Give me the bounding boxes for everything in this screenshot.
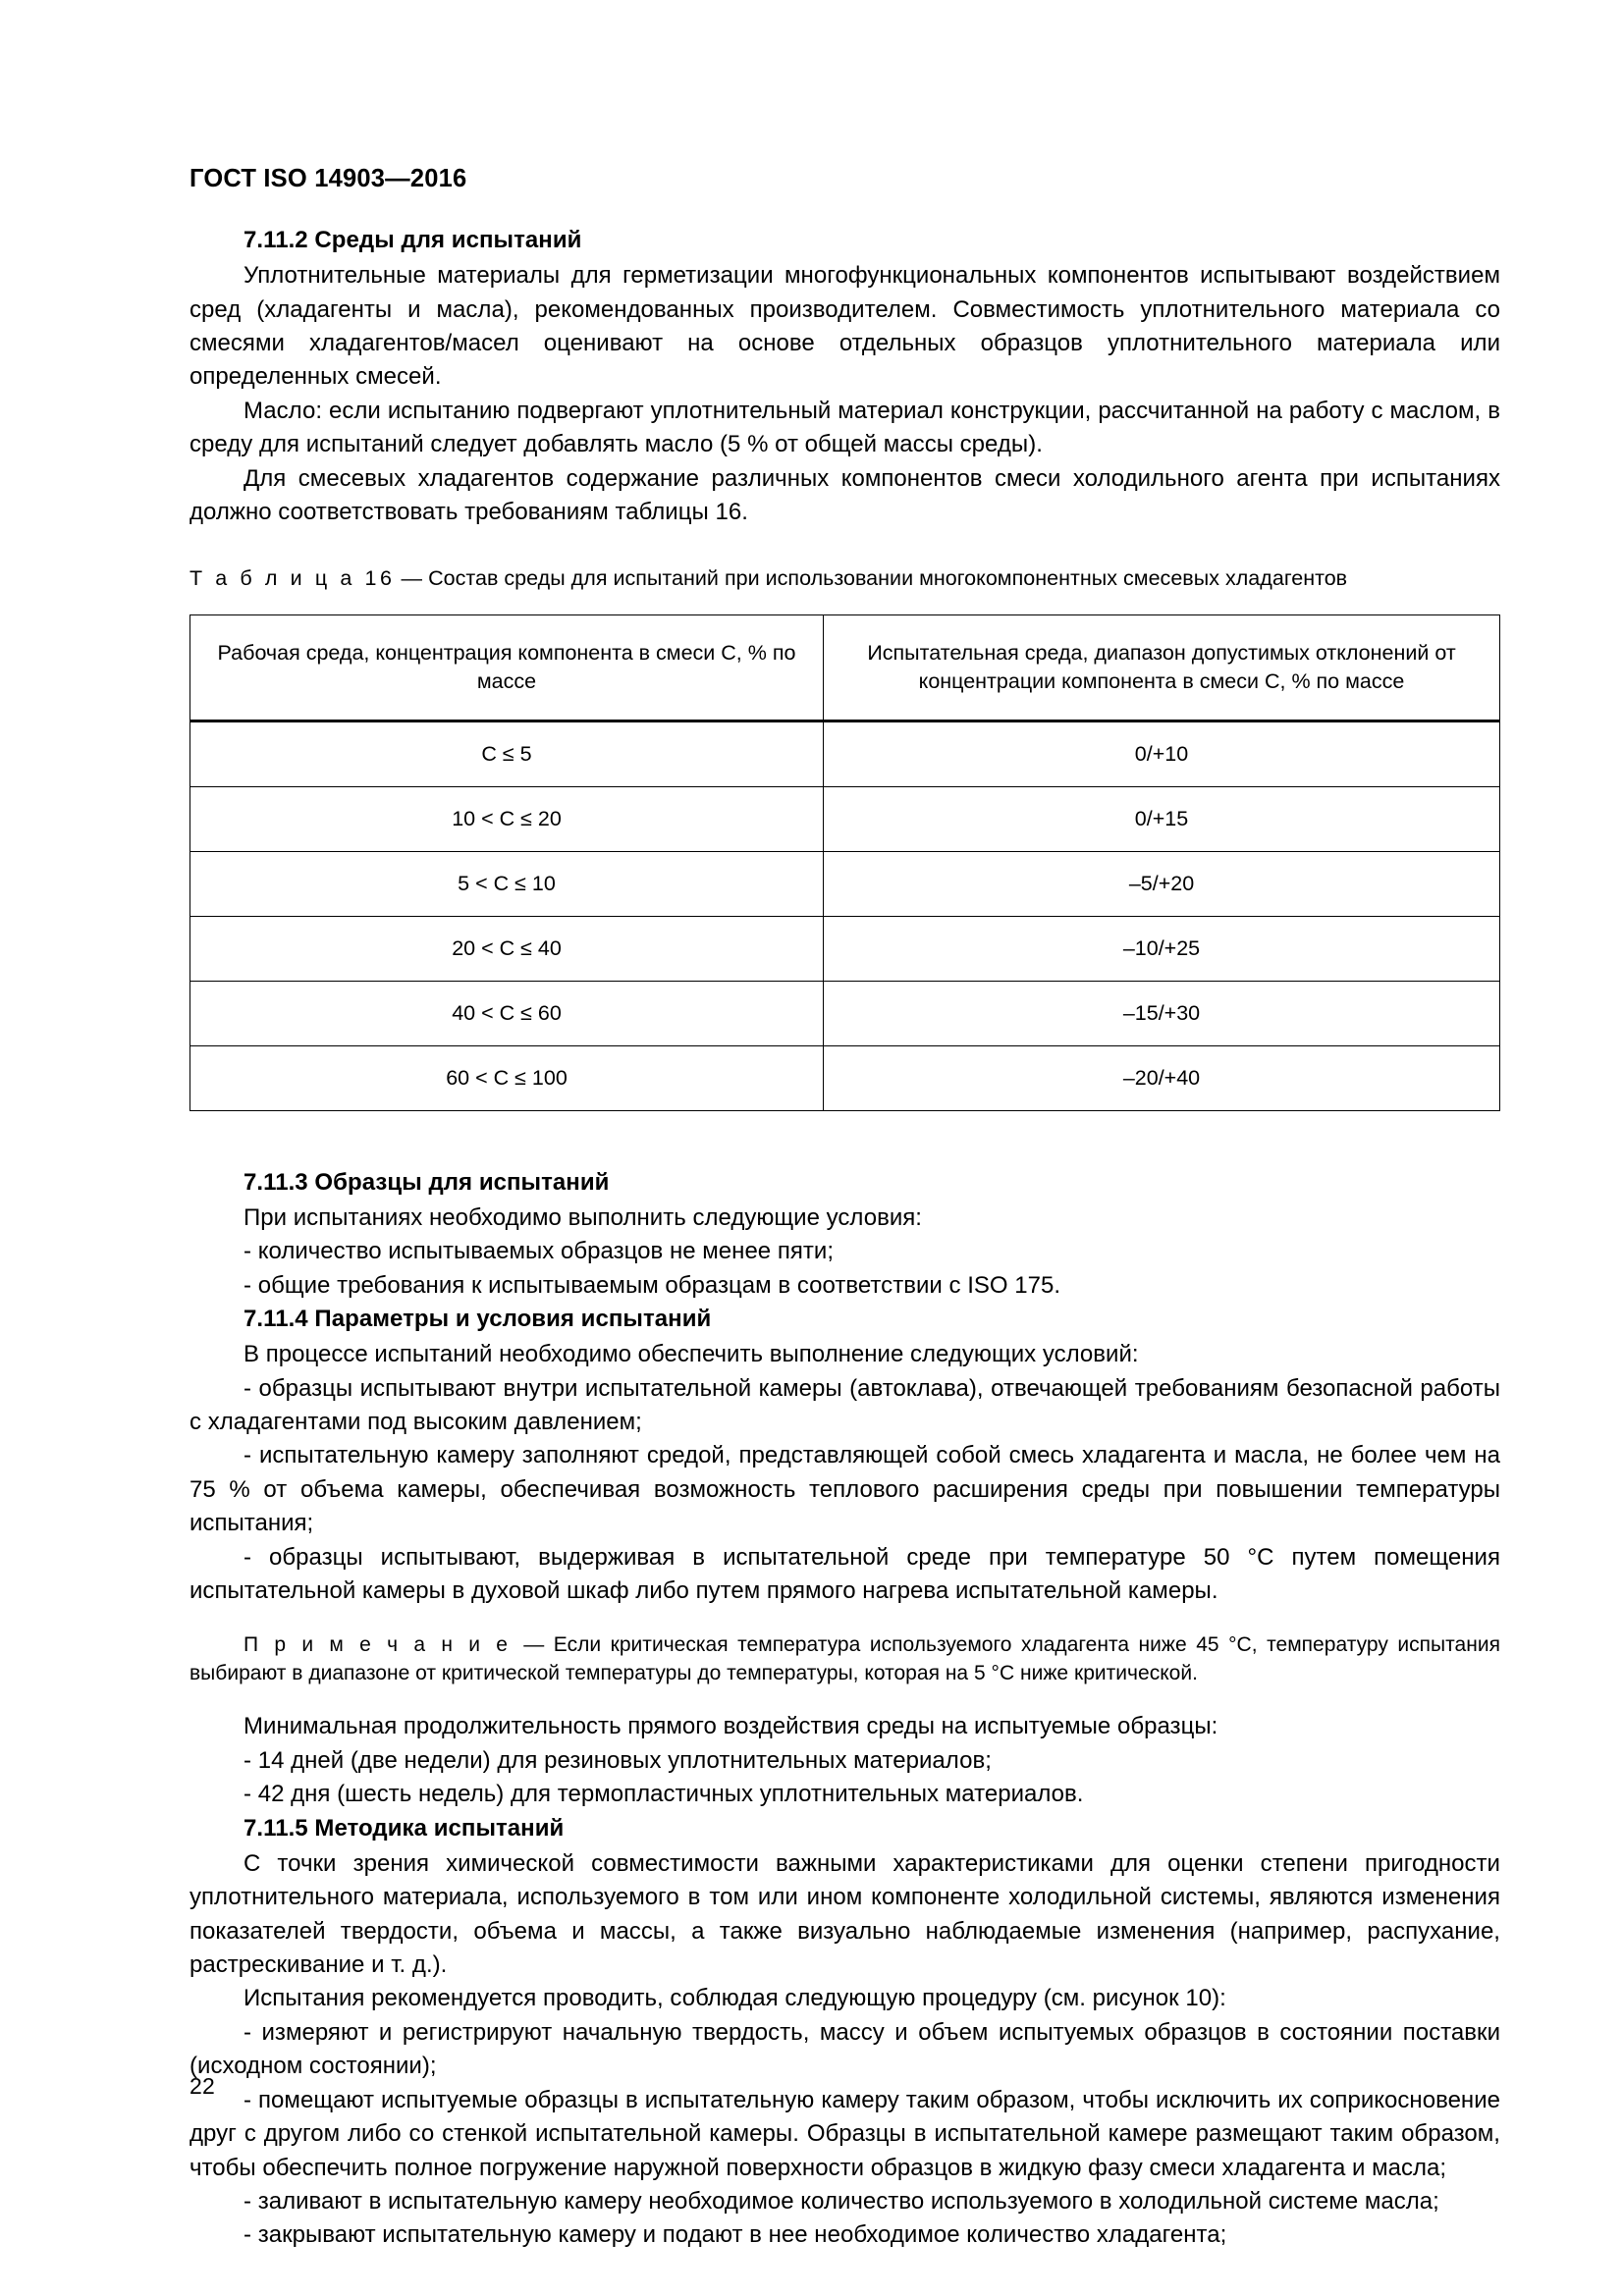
note-text: — Если критическая температура используемого хладагента ниже 45 °С, температуру испытания выбирают в диапазоне от критической температуры до температуры, которая на 5 °С ниже критической. bbox=[189, 1632, 1500, 1685]
note-label: П р и м е ч а н и е bbox=[243, 1632, 524, 1656]
table-row bbox=[190, 786, 1500, 851]
table-header-row bbox=[190, 614, 1500, 721]
document-header: ГОСТ ISO 14903—2016 bbox=[189, 165, 467, 192]
table-cell-tolerance: –15/+30 bbox=[824, 981, 1500, 1045]
list-item-7-11-4-1: - образцы испытывают внутри испытательной камеры (автоклава), отвечающей требованиям безопасной работы с хладагентами под высоким давлением; bbox=[189, 1374, 1500, 1436]
table-cell-concentration: 20 < C ≤ 40 bbox=[190, 916, 824, 981]
page-number: 22 bbox=[189, 2073, 215, 2099]
list-item-7-11-5-3: - заливают в испытательную камеру необходимое количество используемого в холодильной системе масла; bbox=[243, 2188, 1439, 2216]
table-16-body bbox=[190, 721, 1500, 1110]
list-item-7-11-4-3: - образцы испытывают, выдерживая в испытательной среде при температуре 50 °С путем помещения испытательной камеры в духовой шкаф либо путем прямого нагрева испытательной камеры. bbox=[189, 1543, 1500, 1605]
table-header-cell-working-medium: Рабочая среда, концентрация компонента в смеси С, % по массе bbox=[190, 614, 824, 721]
paragraph-7-11-5-1: С точки зрения химической совместимости важными характеристиками для оценки степени пригодности уплотнительного материала, используемого в том или ином компоненте холодильной системы, являются изменения показателей твердости, объема и массы, а также визуально наблюдаемые изменения (например, распухание, растрескивание и т. д.). bbox=[189, 1849, 1500, 1978]
section-heading-7-11-2: 7.11.2 Среды для испытаний bbox=[243, 227, 582, 253]
section-heading-7-11-4: 7.11.4 Параметры и условия испытаний bbox=[243, 1306, 712, 1333]
note-7-11-4 bbox=[189, 1630, 1500, 1689]
spacer bbox=[189, 1145, 1500, 1166]
table-row bbox=[190, 1045, 1500, 1110]
table-row bbox=[190, 851, 1500, 916]
document-body bbox=[189, 224, 1500, 2253]
table-cell-concentration: C ≤ 5 bbox=[190, 721, 824, 786]
table-row bbox=[190, 721, 1500, 786]
table-cell-concentration: 60 < C ≤ 100 bbox=[190, 1045, 824, 1110]
table-header-cell-test-medium: Испытательная среда, диапазон допустимых отклонений от концентрации компонента в смеси С, % по массе bbox=[824, 614, 1500, 721]
table-cell-tolerance: –20/+40 bbox=[824, 1045, 1500, 1110]
table-row bbox=[190, 981, 1500, 1045]
table-cell-tolerance: –5/+20 bbox=[824, 851, 1500, 916]
paragraph-7-11-3-1: При испытаниях необходимо выполнить следующие условия: bbox=[243, 1203, 922, 1231]
paragraph-7-11-2-1: Уплотнительные материалы для герметизации многофункциональных компонентов испытывают воздействием сред (хладагенты и масла), рекомендованных производителем. Совместимость уплотнительного материала со смесями хладагентов/масел оценивают на основе отдельных образцов уплотнительного материала или определенных смесей. bbox=[189, 262, 1500, 391]
list-item-7-11-3-1: - количество испытываемых образцов не менее пяти; bbox=[243, 1238, 835, 1265]
table-cell-tolerance: 0/+15 bbox=[824, 786, 1500, 851]
table-cell-concentration: 40 < C ≤ 60 bbox=[190, 981, 824, 1045]
section-heading-7-11-5: 7.11.5 Методика испытаний bbox=[243, 1814, 565, 1842]
spacer bbox=[189, 1609, 1500, 1630]
spacer bbox=[189, 1688, 1500, 1710]
list-item-7-11-3-2: - общие требования к испытываемым образцам в соответствии с ISO 175. bbox=[243, 1271, 1061, 1299]
table-16 bbox=[189, 614, 1500, 1111]
list-item-7-11-5-2: - помещают испытуемые образцы в испытательную камеру таким образом, чтобы исключить их соприкосновение друг с другом либо со стенкой испытательной камеры. Образцы в испытательной камере размещают таким образом, чтобы обеспечить полное погружение наружной поверхности образцов в жидкую фазу смеси хладагента и масла; bbox=[189, 2086, 1500, 2181]
spacer bbox=[189, 1111, 1500, 1145]
list-item-7-11-4-5: - 42 дня (шесть недель) для термопластичных уплотнительных материалов. bbox=[243, 1781, 1084, 1808]
table-caption-text: — Состав среды для испытаний при использовании многокомпонентных смесевых хладагентов bbox=[395, 565, 1348, 590]
paragraph-7-11-2-2: Масло: если испытанию подвергают уплотнительный материал конструкции, рассчитанной на работу с маслом, в среду для испытаний следует добавлять масло (5 % от общей массы среды). bbox=[189, 397, 1500, 458]
spacer bbox=[189, 530, 1500, 563]
table-cell-tolerance: 0/+10 bbox=[824, 721, 1500, 786]
list-item-7-11-4-4: - 14 дней (две недели) для резиновых уплотнительных материалов; bbox=[243, 1746, 992, 1774]
table-16-head bbox=[190, 614, 1500, 721]
table-cell-tolerance: –10/+25 bbox=[824, 916, 1500, 981]
table-row bbox=[190, 916, 1500, 981]
list-item-7-11-5-1: - измеряют и регистрируют начальную твердость, массу и объем испытуемых образцов в состоянии поставки (исходном состоянии); bbox=[189, 2018, 1500, 2080]
table-caption-label: Т а б л и ц а 16 bbox=[189, 565, 396, 590]
table-16-caption bbox=[189, 563, 1500, 593]
table-cell-concentration: 5 < C ≤ 10 bbox=[190, 851, 824, 916]
list-item-7-11-4-2: - испытательную камеру заполняют средой, представляющей собой смесь хладагента и масла, не более чем на 75 % от объема камеры, обеспечивая возможность теплового расширения среды при повышении температуры испытания; bbox=[189, 1442, 1500, 1537]
list-item-7-11-5-4: - закрывают испытательную камеру и подают в нее необходимое количество хладагента; bbox=[243, 2221, 1227, 2249]
paragraph-7-11-2-3: Для смесевых хладагентов содержание различных компонентов смеси холодильного агента при испытаниях должно соответствовать требованиям таблицы 16. bbox=[189, 464, 1500, 526]
table-cell-concentration: 10 < C ≤ 20 bbox=[190, 786, 824, 851]
section-heading-7-11-3: 7.11.3 Образцы для испытаний bbox=[243, 1168, 610, 1196]
spacer bbox=[189, 593, 1500, 614]
paragraph-7-11-4-2: Минимальная продолжительность прямого воздействия среды на испытуемые образцы: bbox=[243, 1713, 1218, 1740]
paragraph-7-11-5-2: Испытания рекомендуется проводить, соблюдая следующую процедуру (см. рисунок 10): bbox=[243, 1985, 1226, 2012]
paragraph-7-11-4-1: В процессе испытаний необходимо обеспечить выполнение следующих условий: bbox=[243, 1341, 1139, 1368]
